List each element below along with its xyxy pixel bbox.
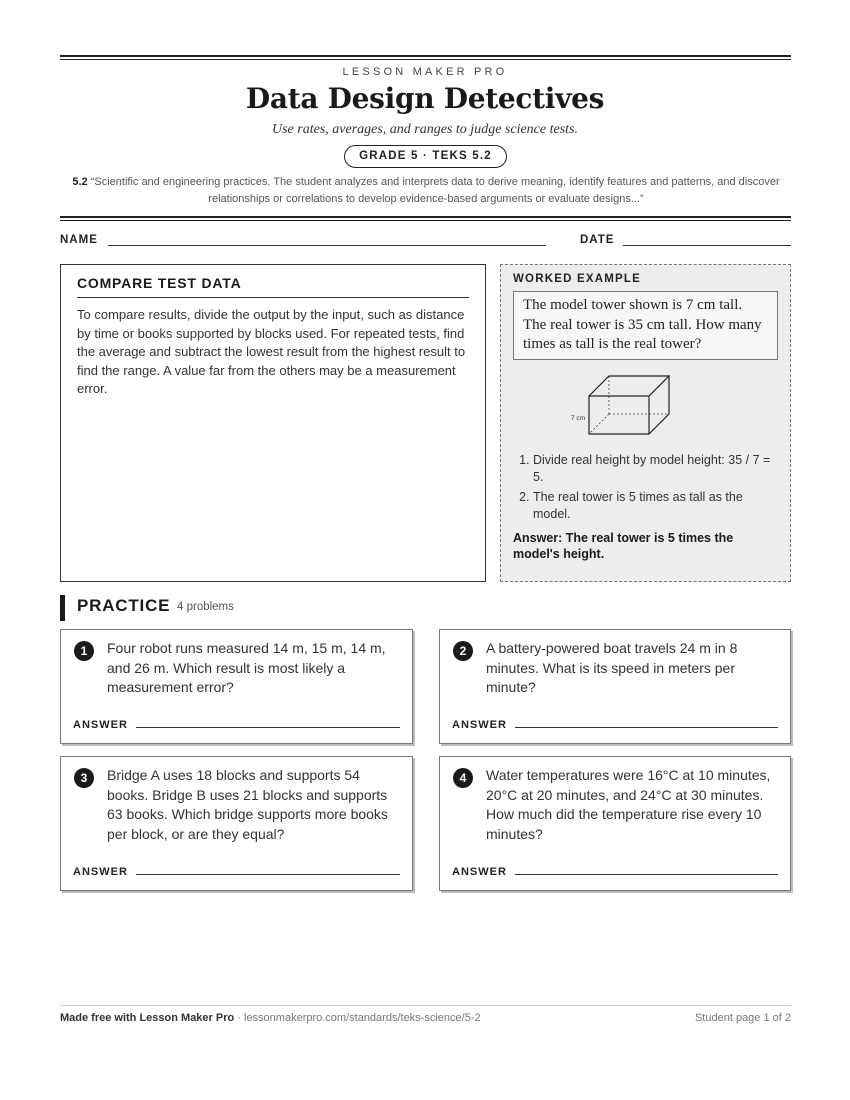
footer-made-with: Made free with Lesson Maker Pro — [60, 1012, 235, 1024]
worked-example-steps — [513, 452, 778, 524]
problem-number-badge: 3 — [74, 768, 94, 788]
worked-step-2: 2. The real tower is 5 times as tall as the model. — [533, 489, 778, 524]
problem-number-badge: 2 — [453, 641, 473, 661]
footer-page-number: Student page 1 of 2 — [694, 1012, 791, 1024]
problem-text: A battery-powered boat travels 24 m in 8 minutes. What is its speed in meters per minute? — [486, 640, 738, 695]
name-label: NAME — [60, 234, 98, 246]
answer-label: ANSWER — [73, 719, 128, 731]
header-top-rule — [60, 55, 791, 60]
compare-body: To compare results, divide the output by the input, such as distance by time or books supported by blocks used. For repeated tests, find the average and subtract the lowest result from the highest result to find the range. A value far from the others may be a measurement error. — [77, 307, 466, 396]
footer-url[interactable]: · lessonmakerpro.com/standards/teks-science/5-2 — [234, 1012, 481, 1024]
worked-example-title: WORKED EXAMPLE — [513, 273, 641, 285]
cube-icon — [573, 374, 693, 438]
problem-number-badge: 1 — [74, 641, 94, 661]
practice-card-3 — [60, 756, 413, 891]
answer-field[interactable] — [136, 727, 400, 728]
answer-label: ANSWER — [452, 866, 507, 878]
header-bottom-rule — [60, 216, 791, 221]
standard-text: “Scientific and engineering practices. The student analyzes and interprets data to derive meaning, identify features and patterns, and discover relationships or correlations to develop evidence-based arguments or evaluate designs...” — [90, 176, 780, 205]
problem-number-badge: 4 — [453, 768, 473, 788]
answer-label: ANSWER — [452, 719, 507, 731]
worked-step-1: 1. Divide real height by model height: 35 / 7 = 5. — [533, 452, 778, 487]
worksheet-title: Data Design Detectives — [245, 82, 605, 115]
compare-test-data-panel — [60, 264, 486, 582]
problem-text: Four robot runs measured 14 m, 15 m, 14 m, and 26 m. Which result is most likely a measurement error? — [107, 640, 386, 695]
cube-figure — [513, 360, 778, 452]
brand-name: LESSON MAKER PRO — [342, 66, 508, 78]
practice-card-4 — [439, 756, 791, 891]
answer-field[interactable] — [515, 874, 778, 875]
practice-card-2 — [439, 629, 791, 744]
answer-label: ANSWER — [73, 866, 128, 878]
practice-count: 4 problems — [177, 601, 234, 613]
answer-field[interactable] — [515, 727, 778, 728]
standard-statement — [66, 174, 786, 207]
cube-height-label: 7 cm — [571, 414, 586, 422]
footer-credit — [60, 1012, 481, 1024]
date-field[interactable] — [623, 245, 791, 246]
date-label: DATE — [580, 234, 615, 246]
practice-card-1 — [60, 629, 413, 744]
practice-title: PRACTICE — [77, 596, 171, 615]
footer-rule — [60, 1005, 791, 1006]
grade-badge: GRADE 5 · TEKS 5.2 — [344, 145, 507, 168]
problem-text: Bridge A uses 18 blocks and supports 54 books. Bridge B uses 21 blocks and supports 63 books. Which bridge supports more books per block, or are they equal? — [107, 767, 388, 842]
worked-example-panel — [500, 264, 791, 582]
name-field[interactable] — [108, 245, 546, 246]
problem-text: Water temperatures were 16°C at 10 minutes, 20°C at 20 minutes, and 24°C at 30 minutes. How much did the temperature rise every 10 minutes? — [486, 767, 771, 842]
worksheet-subtitle: Use rates, averages, and ranges to judge science tests. — [272, 122, 578, 137]
compare-title: COMPARE TEST DATA — [77, 275, 469, 298]
worked-example-answer: Answer: The real tower is 5 times the model's height. — [513, 530, 734, 561]
answer-field[interactable] — [136, 874, 400, 875]
standard-code: 5.2 — [72, 176, 88, 188]
practice-accent-bar — [60, 595, 65, 621]
worked-example-problem: The model tower shown is 7 cm tall. The real tower is 35 cm tall. How many times as tall is the real tower? — [513, 291, 778, 360]
